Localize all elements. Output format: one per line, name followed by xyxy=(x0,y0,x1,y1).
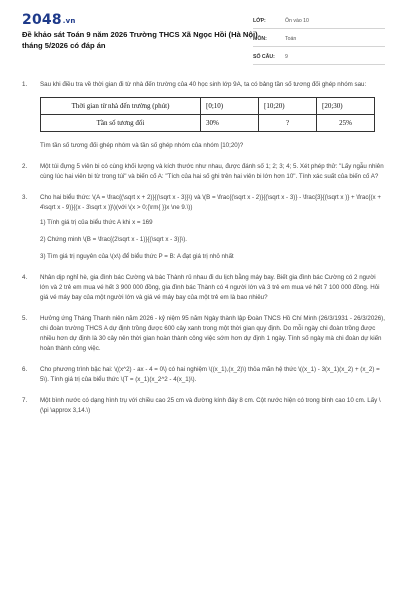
meta-row-subject xyxy=(253,32,385,47)
question-text: Cho hai biểu thức: \(A = \frac{(\sqrt x + 2)}{(\sqrt x - 3)}\) và \(B = \frac{(\sqrt x - 2)}{(\sqrt x - 3)} - \frac{3}{(\sqrt x )} + \frac{(x + 4\sqrt x - 9)}{(x - 3\sqrt x )}\)(với \(x > 0;{\rm{ }}x \ne 9.\)) xyxy=(40,194,381,211)
table-cell: 30% xyxy=(201,115,259,132)
question-text: Nhân dịp nghỉ hè, gia đình bác Cường và bác Thành rủ nhau đi du lịch bằng máy bay. Biết gia đình bác Cường có 2 người lớn và 2 trẻ em mua vé hết 3 900 000 đồng, gia đình bác Thành có 4 người lớn và 3 trẻ em mua vé hết 7 100 000 đồng. Hỏi giá vé máy bay của một người lớn và giá vé máy bay của một trẻ em là bao nhiêu? xyxy=(40,274,380,301)
question-1 xyxy=(22,80,386,151)
meta-key: LỚP: xyxy=(253,18,266,24)
table-row xyxy=(41,98,375,115)
table-cell: [10;20) xyxy=(259,98,317,115)
sub-question: 2) Chứng minh \(B = \frac{(2\sqrt x - 1)}{(\sqrt x - 3)}\). xyxy=(40,236,188,243)
question-number: 4. xyxy=(22,274,28,281)
question-number: 3. xyxy=(22,194,28,201)
question-text: Một bình nước có dạng hình trụ với chiều cao 25 cm và đường kính đáy 8 cm. Cột nước hiện có trong bình cao 10 cm. Lấy \(\pi \approx 3,14.\) xyxy=(40,397,381,414)
logo-suffix: .vn xyxy=(62,17,76,25)
question-note: Tìm tần số tương đối ghép nhóm và tần số ghép nhóm của nhóm [10;20)? xyxy=(40,142,244,149)
question-text: Cho phương trình bậc hai: \((x^2) - ax - 4 = 0\) có hai nghiệm \((x_1),(x_2)\) thỏa mãn hệ thức \((x_1) - 3(x_1)(x_2) + (x_2) = 5\). Tính giá trị của biểu thức \(T = (x_1)(x_2^2 - 4(x_1)\). xyxy=(40,366,380,383)
meta-row-count xyxy=(253,50,385,65)
table-row xyxy=(41,115,375,132)
meta-value: Toán xyxy=(285,36,297,42)
question-7 xyxy=(22,396,386,416)
question-number: 1. xyxy=(22,81,28,88)
logo-text: 2048 xyxy=(22,12,62,28)
question-list xyxy=(22,80,386,427)
question-number: 7. xyxy=(22,397,28,404)
table-cell: [0;10) xyxy=(201,98,259,115)
page-header xyxy=(0,0,400,70)
question-6 xyxy=(22,365,386,385)
meta-panel xyxy=(253,14,385,68)
question-5 xyxy=(22,314,386,354)
sub-question: 1) Tính giá trị của biểu thức A khi x = 169 xyxy=(40,219,153,226)
frequency-table xyxy=(40,97,375,132)
site-logo[interactable] xyxy=(22,12,76,28)
table-cell: [20;30) xyxy=(317,98,375,115)
question-2 xyxy=(22,162,386,182)
meta-value: Ôn vào 10 xyxy=(285,18,309,24)
table-cell: 25% xyxy=(317,115,375,132)
question-4 xyxy=(22,273,386,303)
meta-row-class xyxy=(253,14,385,29)
question-3 xyxy=(22,193,386,262)
meta-key: SỐ CÂU: xyxy=(253,54,275,60)
question-number: 5. xyxy=(22,315,28,322)
document-title: Đề khảo sát Toán 9 năm 2026 Trường THCS Xã Ngọc Hồi (Hà Nội) tháng 5/2026 có đáp án xyxy=(22,30,258,50)
question-text: Một túi đựng 5 viên bi có cùng khối lượng và kích thước như nhau, được đánh số 1; 2; 3; 4; 5. Xét phép thử: "Lấy ngẫu nhiên cùng lúc hai viên bi từ trong túi" và biến cố A: "Tích của hai số ghi trên hai viên bi lớn hơn 10". Tính xác suất của biến cố A? xyxy=(40,163,384,180)
table-cell: Tần số tương đối xyxy=(41,115,201,132)
meta-key: MÔN: xyxy=(253,36,267,42)
table-cell: ? xyxy=(259,115,317,132)
table-cell: Thời gian từ nhà đến trường (phút) xyxy=(41,98,201,115)
meta-value: 9 xyxy=(285,54,288,60)
question-number: 2. xyxy=(22,163,28,170)
question-text: Hưởng ứng Tháng Thanh niên năm 2026 - kỷ niệm 95 năm Ngày thành lập Đoàn TNCS Hồ Chí Minh (26/3/1931 - 26/3/2026), chi đoàn trường THCS A dự định trồng được 600 cây xanh trong một thời gian quy định. Do mỗi ngày chi đoàn trồng được nhiều hơn dự định là 30 cây nên thời gian hoàn thành công việc sớm hơn dự định 1 ngày. Tính số ngày mà chi đoàn dự kiến hoàn thành công việc. xyxy=(40,315,385,352)
sub-question: 3) Tìm giá trị nguyên của \(x\) để biểu thức P = B: A đạt giá trị nhỏ nhất xyxy=(40,253,234,260)
question-text: Sau khi điều tra về thời gian đi từ nhà đến trường của 40 học sinh lớp 9A, ta có bảng tần số tương đối ghép nhóm sau: xyxy=(40,81,367,88)
question-number: 6. xyxy=(22,366,28,373)
